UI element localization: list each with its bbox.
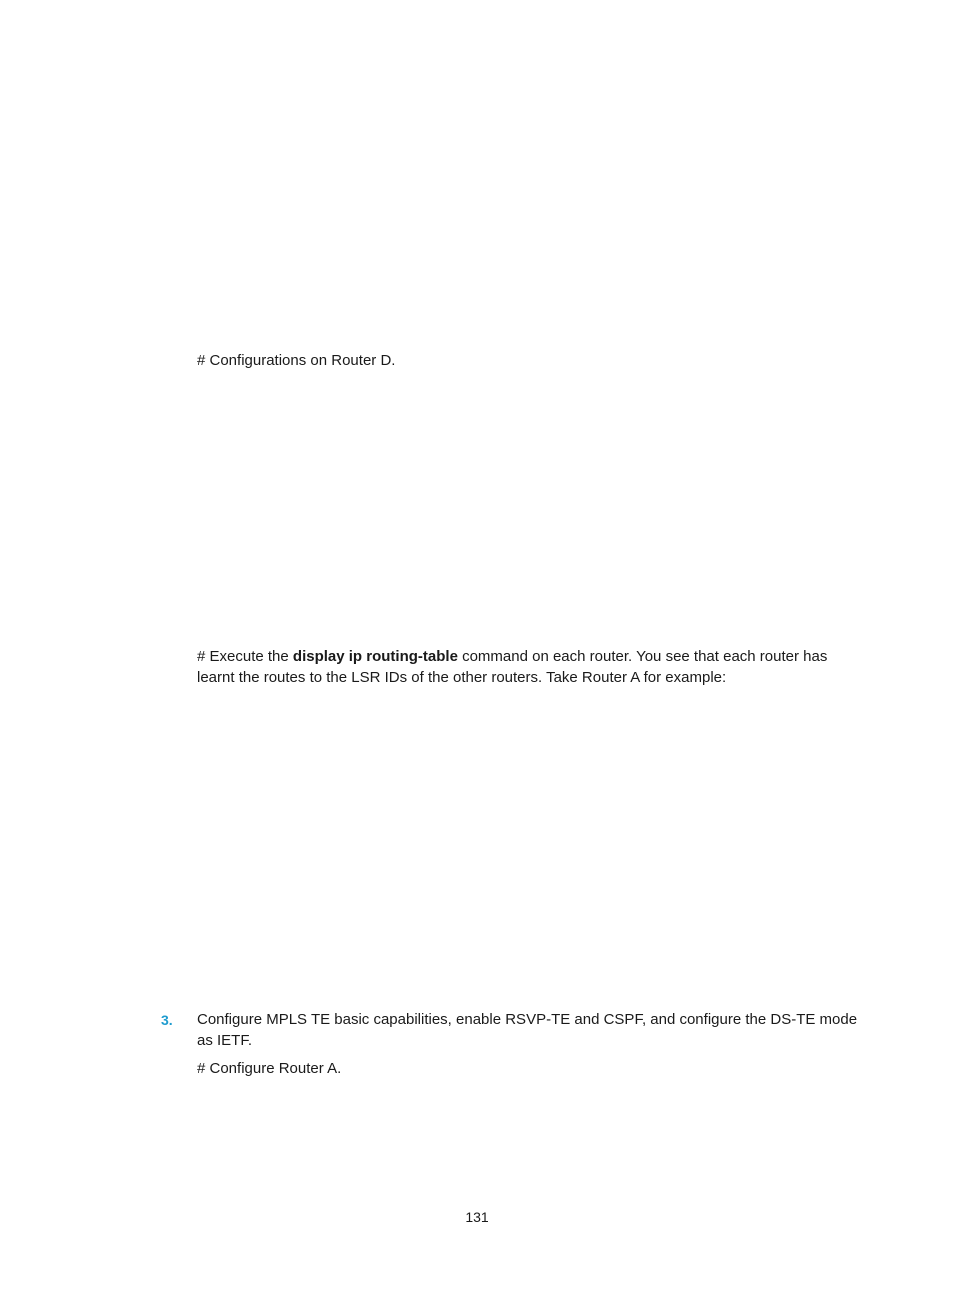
execute-prefix: # Execute the: [197, 648, 293, 665]
command-name: display ip routing-table: [292, 648, 458, 665]
execute-command-paragraph: [197, 646, 857, 688]
step-3-text: Configure MPLS TE basic capabilities, enable RSVP-TE and CSPF, and configure the DS-TE mode as IETF.: [197, 1011, 858, 1049]
execute-suffix: command on each router. You see that each router has learnt the routes to the LSR IDs of the other routers. Take Router A for example:: [197, 648, 828, 686]
step-number: 3.: [161, 1012, 173, 1028]
configure-router-a-text: # Configure Router A.: [197, 1060, 342, 1077]
config-router-d-text: # Configurations on Router D.: [197, 352, 396, 369]
page-number: 131: [465, 1209, 489, 1225]
